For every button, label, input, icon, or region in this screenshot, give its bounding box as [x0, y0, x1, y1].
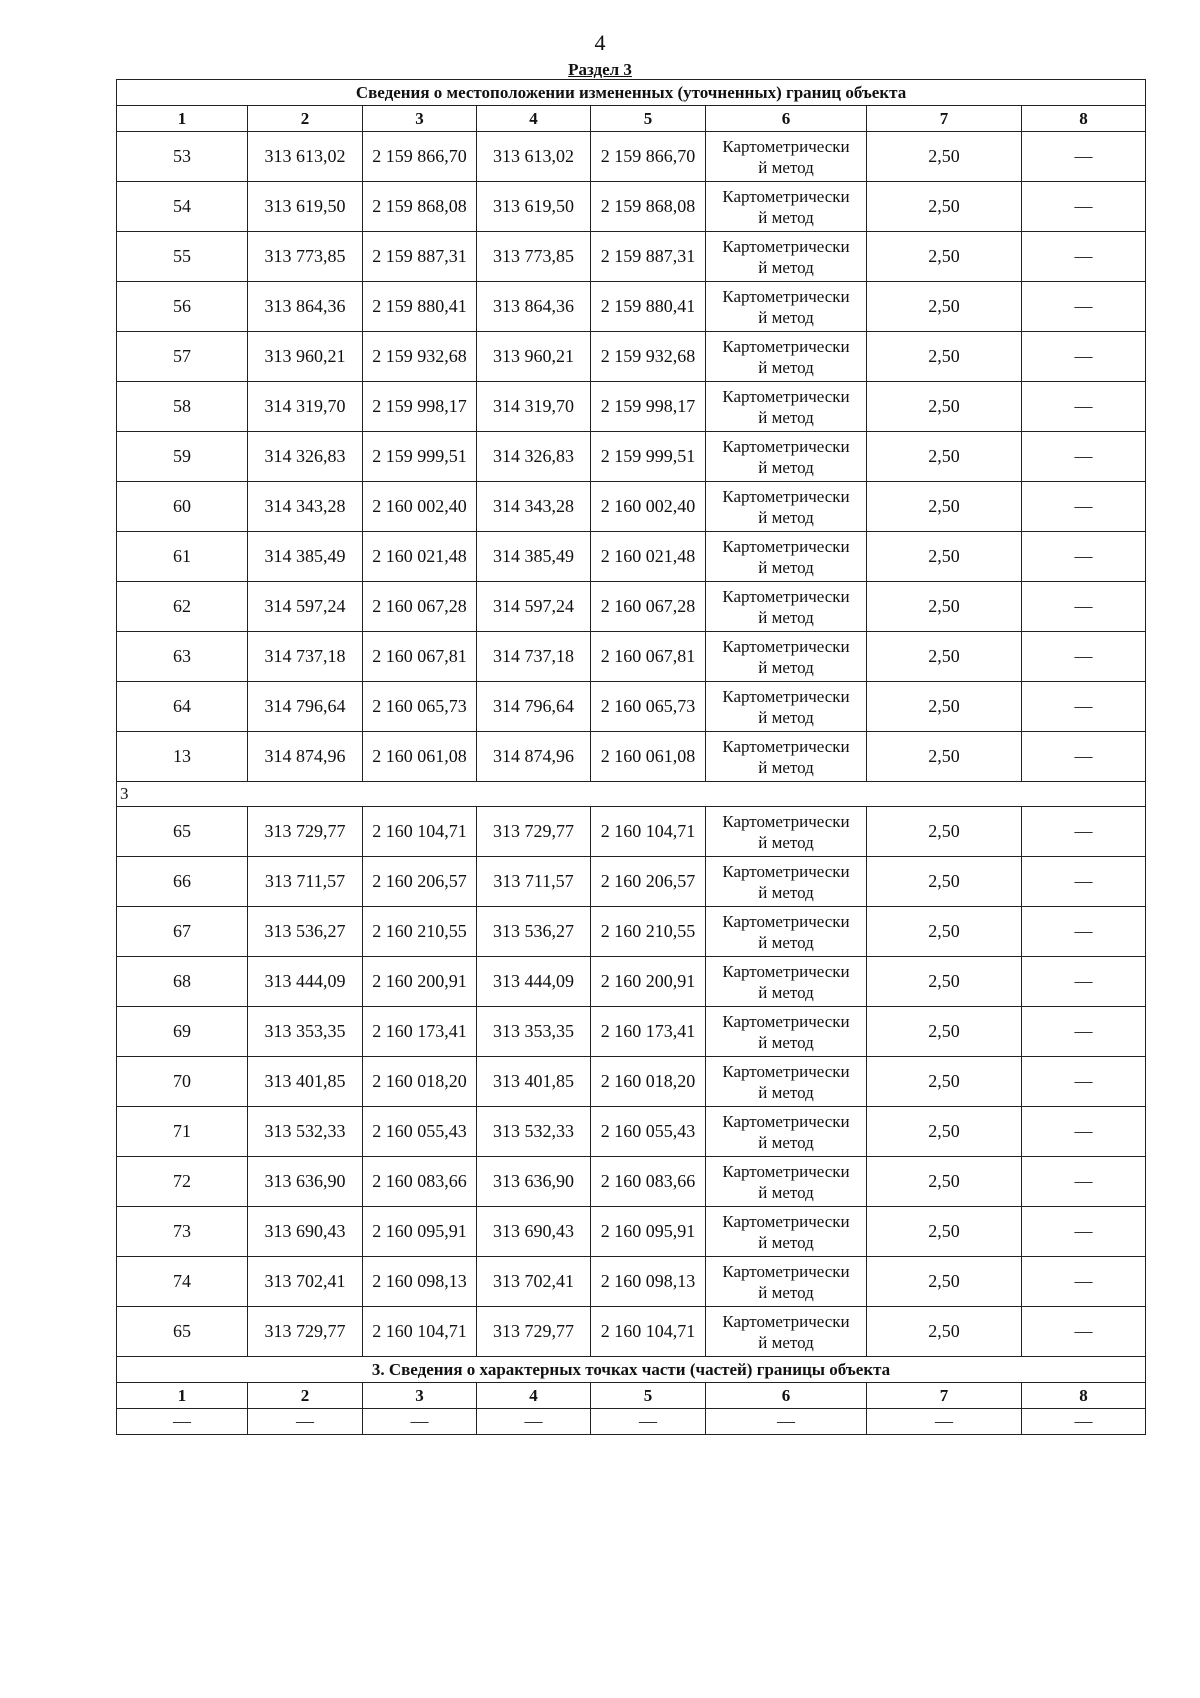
y-new-cell: 2 160 206,57: [591, 857, 706, 907]
y-old-cell: 2 159 866,70: [363, 132, 477, 182]
accuracy-cell: 2,50: [867, 732, 1022, 782]
empty-cell: —: [591, 1409, 706, 1435]
column-number: 2: [248, 106, 363, 132]
table-row: [117, 232, 1146, 282]
y-old-cell: 2 160 200,91: [363, 957, 477, 1007]
y-new-cell: 2 159 868,08: [591, 182, 706, 232]
table-row: [117, 1157, 1146, 1207]
accuracy-cell: 2,50: [867, 1157, 1022, 1207]
table-row: [117, 857, 1146, 907]
x-old-cell: 313 864,36: [248, 282, 363, 332]
y-new-cell: 2 160 104,71: [591, 807, 706, 857]
method-cell: Картометрически й метод: [706, 482, 867, 532]
accuracy-cell: 2,50: [867, 332, 1022, 382]
column-number: 5: [591, 1383, 706, 1409]
y-new-cell: 2 160 018,20: [591, 1057, 706, 1107]
point-number-cell: 64: [117, 682, 248, 732]
x-new-cell: 313 536,27: [477, 907, 591, 957]
table-row: [117, 332, 1146, 382]
point-number-cell: 13: [117, 732, 248, 782]
y-old-cell: 2 160 095,91: [363, 1207, 477, 1257]
point-number-cell: 55: [117, 232, 248, 282]
x-old-cell: 314 319,70: [248, 382, 363, 432]
y-old-cell: 2 160 055,43: [363, 1107, 477, 1157]
table-row: [117, 807, 1146, 857]
x-new-cell: 314 874,96: [477, 732, 591, 782]
method-cell: Картометрически й метод: [706, 1307, 867, 1357]
y-old-cell: 2 160 061,08: [363, 732, 477, 782]
note-cell: —: [1022, 582, 1146, 632]
x-new-cell: 313 690,43: [477, 1207, 591, 1257]
y-old-cell: 2 159 880,41: [363, 282, 477, 332]
method-cell: Картометрически й метод: [706, 432, 867, 482]
table-row: [117, 632, 1146, 682]
note-cell: —: [1022, 1007, 1146, 1057]
y-old-cell: 2 160 104,71: [363, 1307, 477, 1357]
point-number-cell: 58: [117, 382, 248, 432]
note-cell: —: [1022, 1057, 1146, 1107]
method-cell: Картометрически й метод: [706, 632, 867, 682]
accuracy-cell: 2,50: [867, 857, 1022, 907]
subsection-column-number-row: [117, 1383, 1146, 1409]
accuracy-cell: 2,50: [867, 532, 1022, 582]
note-cell: —: [1022, 1107, 1146, 1157]
x-old-cell: 313 729,77: [248, 807, 363, 857]
accuracy-cell: 2,50: [867, 1007, 1022, 1057]
y-new-cell: 2 160 002,40: [591, 482, 706, 532]
empty-cell: —: [248, 1409, 363, 1435]
table-row: [117, 732, 1146, 782]
x-new-cell: 314 597,24: [477, 582, 591, 632]
y-old-cell: 2 160 173,41: [363, 1007, 477, 1057]
x-old-cell: 314 385,49: [248, 532, 363, 582]
table-row: [117, 382, 1146, 432]
x-old-cell: 314 326,83: [248, 432, 363, 482]
point-number-cell: 67: [117, 907, 248, 957]
note-cell: —: [1022, 232, 1146, 282]
y-old-cell: 2 159 999,51: [363, 432, 477, 482]
y-old-cell: 2 160 002,40: [363, 482, 477, 532]
x-new-cell: 313 636,90: [477, 1157, 591, 1207]
column-number: 3: [363, 106, 477, 132]
x-old-cell: 313 960,21: [248, 332, 363, 382]
note-cell: —: [1022, 907, 1146, 957]
y-new-cell: 2 160 055,43: [591, 1107, 706, 1157]
x-new-cell: 313 444,09: [477, 957, 591, 1007]
table-title: Сведения о местоположении измененных (уточненных) границ объекта: [117, 80, 1146, 106]
table-row: [117, 1007, 1146, 1057]
table-title-row: [117, 80, 1146, 106]
note-cell: —: [1022, 682, 1146, 732]
x-old-cell: 313 636,90: [248, 1157, 363, 1207]
x-new-cell: 314 796,64: [477, 682, 591, 732]
y-new-cell: 2 160 061,08: [591, 732, 706, 782]
x-old-cell: 313 773,85: [248, 232, 363, 282]
x-old-cell: 313 536,27: [248, 907, 363, 957]
table-row: [117, 907, 1146, 957]
method-cell: Картометрически й метод: [706, 532, 867, 582]
y-new-cell: 2 160 098,13: [591, 1257, 706, 1307]
y-old-cell: 2 160 065,73: [363, 682, 477, 732]
accuracy-cell: 2,50: [867, 1107, 1022, 1157]
y-old-cell: 2 160 083,66: [363, 1157, 477, 1207]
accuracy-cell: 2,50: [867, 682, 1022, 732]
method-cell: Картометрически й метод: [706, 732, 867, 782]
method-cell: Картометрически й метод: [706, 957, 867, 1007]
page-number: 4: [594, 30, 606, 55]
y-new-cell: 2 160 067,28: [591, 582, 706, 632]
accuracy-cell: 2,50: [867, 632, 1022, 682]
column-number: 5: [591, 106, 706, 132]
note-cell: —: [1022, 1157, 1146, 1207]
accuracy-cell: 2,50: [867, 1207, 1022, 1257]
subsection-empty-row: [117, 1409, 1146, 1435]
empty-cell: —: [477, 1409, 591, 1435]
x-old-cell: 313 619,50: [248, 182, 363, 232]
x-old-cell: 314 874,96: [248, 732, 363, 782]
x-new-cell: 313 729,77: [477, 807, 591, 857]
point-number-cell: 60: [117, 482, 248, 532]
y-old-cell: 2 160 206,57: [363, 857, 477, 907]
y-old-cell: 2 160 067,81: [363, 632, 477, 682]
y-old-cell: 2 160 067,28: [363, 582, 477, 632]
x-new-cell: 313 619,50: [477, 182, 591, 232]
method-cell: Картометрически й метод: [706, 1107, 867, 1157]
method-cell: Картометрически й метод: [706, 282, 867, 332]
accuracy-cell: 2,50: [867, 282, 1022, 332]
y-old-cell: 2 160 104,71: [363, 807, 477, 857]
accuracy-cell: 2,50: [867, 807, 1022, 857]
point-number-cell: 72: [117, 1157, 248, 1207]
point-number-cell: 65: [117, 1307, 248, 1357]
x-old-cell: 313 729,77: [248, 1307, 363, 1357]
point-number-cell: 66: [117, 857, 248, 907]
x-new-cell: 314 319,70: [477, 382, 591, 432]
x-new-cell: 313 773,85: [477, 232, 591, 282]
x-old-cell: 313 532,33: [248, 1107, 363, 1157]
note-cell: —: [1022, 182, 1146, 232]
note-cell: —: [1022, 732, 1146, 782]
x-new-cell: 313 864,36: [477, 282, 591, 332]
column-number: 1: [117, 1383, 248, 1409]
accuracy-cell: 2,50: [867, 1257, 1022, 1307]
x-new-cell: 313 702,41: [477, 1257, 591, 1307]
x-new-cell: 314 385,49: [477, 532, 591, 582]
method-cell: Картометрически й метод: [706, 682, 867, 732]
x-new-cell: 313 960,21: [477, 332, 591, 382]
column-number: 7: [867, 1383, 1022, 1409]
table-row: [117, 1307, 1146, 1357]
method-cell: Картометрически й метод: [706, 1157, 867, 1207]
accuracy-cell: 2,50: [867, 482, 1022, 532]
y-new-cell: 2 160 210,55: [591, 907, 706, 957]
subsection-title-row: [117, 1357, 1146, 1383]
accuracy-cell: 2,50: [867, 1307, 1022, 1357]
column-number: 2: [248, 1383, 363, 1409]
point-number-cell: 73: [117, 1207, 248, 1257]
column-number: 7: [867, 106, 1022, 132]
method-cell: Картометрически й метод: [706, 1057, 867, 1107]
table-row: [117, 582, 1146, 632]
method-cell: Картометрически й метод: [706, 1257, 867, 1307]
y-new-cell: 2 160 065,73: [591, 682, 706, 732]
point-number-cell: 61: [117, 532, 248, 582]
y-new-cell: 2 160 067,81: [591, 632, 706, 682]
y-new-cell: 2 160 021,48: [591, 532, 706, 582]
note-cell: —: [1022, 1257, 1146, 1307]
point-number-cell: 53: [117, 132, 248, 182]
x-new-cell: 313 401,85: [477, 1057, 591, 1107]
method-cell: Картометрически й метод: [706, 232, 867, 282]
y-old-cell: 2 160 018,20: [363, 1057, 477, 1107]
note-cell: —: [1022, 132, 1146, 182]
y-old-cell: 2 159 932,68: [363, 332, 477, 382]
x-old-cell: 313 613,02: [248, 132, 363, 182]
column-number: 1: [117, 106, 248, 132]
method-cell: Картометрически й метод: [706, 582, 867, 632]
y-new-cell: 2 159 999,51: [591, 432, 706, 482]
x-old-cell: 314 796,64: [248, 682, 363, 732]
accuracy-cell: 2,50: [867, 182, 1022, 232]
table-row: [117, 182, 1146, 232]
y-old-cell: 2 159 998,17: [363, 382, 477, 432]
table-row: [117, 482, 1146, 532]
column-number: 8: [1022, 1383, 1146, 1409]
column-number: 8: [1022, 106, 1146, 132]
table-row: [117, 682, 1146, 732]
table-row: [117, 1107, 1146, 1157]
column-number-row: [117, 106, 1146, 132]
note-cell: —: [1022, 807, 1146, 857]
y-new-cell: 2 159 866,70: [591, 132, 706, 182]
x-old-cell: 314 343,28: [248, 482, 363, 532]
x-old-cell: 313 702,41: [248, 1257, 363, 1307]
table-row: [117, 132, 1146, 182]
point-number-cell: 57: [117, 332, 248, 382]
note-cell: —: [1022, 432, 1146, 482]
point-number-cell: 56: [117, 282, 248, 332]
y-old-cell: 2 159 868,08: [363, 182, 477, 232]
y-new-cell: 2 159 880,41: [591, 282, 706, 332]
x-old-cell: 313 401,85: [248, 1057, 363, 1107]
x-old-cell: 313 711,57: [248, 857, 363, 907]
note-cell: —: [1022, 382, 1146, 432]
empty-cell: —: [867, 1409, 1022, 1435]
x-new-cell: 313 532,33: [477, 1107, 591, 1157]
note-cell: —: [1022, 1307, 1146, 1357]
column-number: 4: [477, 1383, 591, 1409]
x-new-cell: 314 737,18: [477, 632, 591, 682]
y-new-cell: 2 159 998,17: [591, 382, 706, 432]
y-old-cell: 2 160 210,55: [363, 907, 477, 957]
accuracy-cell: 2,50: [867, 232, 1022, 282]
x-new-cell: 314 343,28: [477, 482, 591, 532]
column-number: 3: [363, 1383, 477, 1409]
method-cell: Картометрически й метод: [706, 907, 867, 957]
accuracy-cell: 2,50: [867, 582, 1022, 632]
note-cell: —: [1022, 282, 1146, 332]
subsection-title: 3. Сведения о характерных точках части (частей) границы объекта: [117, 1357, 1146, 1383]
point-number-cell: 59: [117, 432, 248, 482]
empty-cell: —: [706, 1409, 867, 1435]
x-old-cell: 313 690,43: [248, 1207, 363, 1257]
empty-cell: —: [363, 1409, 477, 1435]
note-cell: —: [1022, 632, 1146, 682]
x-new-cell: 313 613,02: [477, 132, 591, 182]
y-new-cell: 2 160 095,91: [591, 1207, 706, 1257]
x-new-cell: 314 326,83: [477, 432, 591, 482]
accuracy-cell: 2,50: [867, 1057, 1022, 1107]
y-new-cell: 2 160 104,71: [591, 1307, 706, 1357]
column-number: 6: [706, 1383, 867, 1409]
point-number-cell: 63: [117, 632, 248, 682]
point-number-cell: 71: [117, 1107, 248, 1157]
point-number-cell: 69: [117, 1007, 248, 1057]
point-number-cell: 68: [117, 957, 248, 1007]
x-old-cell: 313 444,09: [248, 957, 363, 1007]
contour-separator-row: [117, 782, 1146, 807]
y-new-cell: 2 159 932,68: [591, 332, 706, 382]
y-old-cell: 2 160 021,48: [363, 532, 477, 582]
table-row: [117, 282, 1146, 332]
table-row: [117, 1257, 1146, 1307]
table-row: [117, 957, 1146, 1007]
y-new-cell: 2 160 083,66: [591, 1157, 706, 1207]
column-number: 6: [706, 106, 867, 132]
method-cell: Картометрически й метод: [706, 182, 867, 232]
accuracy-cell: 2,50: [867, 432, 1022, 482]
x-old-cell: 314 737,18: [248, 632, 363, 682]
method-cell: Картометрически й метод: [706, 332, 867, 382]
point-number-cell: 70: [117, 1057, 248, 1107]
y-new-cell: 2 160 200,91: [591, 957, 706, 1007]
method-cell: Картометрически й метод: [706, 857, 867, 907]
accuracy-cell: 2,50: [867, 907, 1022, 957]
x-new-cell: 313 729,77: [477, 1307, 591, 1357]
method-cell: Картометрически й метод: [706, 1207, 867, 1257]
method-cell: Картометрически й метод: [706, 807, 867, 857]
table-row: [117, 1207, 1146, 1257]
empty-cell: —: [117, 1409, 248, 1435]
y-old-cell: 2 160 098,13: [363, 1257, 477, 1307]
x-new-cell: 313 711,57: [477, 857, 591, 907]
note-cell: —: [1022, 857, 1146, 907]
x-new-cell: 313 353,35: [477, 1007, 591, 1057]
accuracy-cell: 2,50: [867, 957, 1022, 1007]
method-cell: Картометрически й метод: [706, 382, 867, 432]
y-new-cell: 2 160 173,41: [591, 1007, 706, 1057]
x-old-cell: 314 597,24: [248, 582, 363, 632]
point-number-cell: 62: [117, 582, 248, 632]
x-old-cell: 313 353,35: [248, 1007, 363, 1057]
section-title: Раздел 3: [568, 60, 632, 79]
accuracy-cell: 2,50: [867, 382, 1022, 432]
note-cell: —: [1022, 532, 1146, 582]
table-row: [117, 1057, 1146, 1107]
note-cell: —: [1022, 332, 1146, 382]
point-number-cell: 65: [117, 807, 248, 857]
note-cell: —: [1022, 482, 1146, 532]
note-cell: —: [1022, 957, 1146, 1007]
point-number-cell: 74: [117, 1257, 248, 1307]
point-number-cell: 54: [117, 182, 248, 232]
y-old-cell: 2 159 887,31: [363, 232, 477, 282]
method-cell: Картометрически й метод: [706, 1007, 867, 1057]
column-number: 4: [477, 106, 591, 132]
note-cell: —: [1022, 1207, 1146, 1257]
boundary-table: [116, 79, 1146, 1435]
accuracy-cell: 2,50: [867, 132, 1022, 182]
method-cell: Картометрически й метод: [706, 132, 867, 182]
empty-cell: —: [1022, 1409, 1146, 1435]
contour-label: 3: [117, 782, 1146, 807]
table-row: [117, 432, 1146, 482]
y-new-cell: 2 159 887,31: [591, 232, 706, 282]
table-row: [117, 532, 1146, 582]
